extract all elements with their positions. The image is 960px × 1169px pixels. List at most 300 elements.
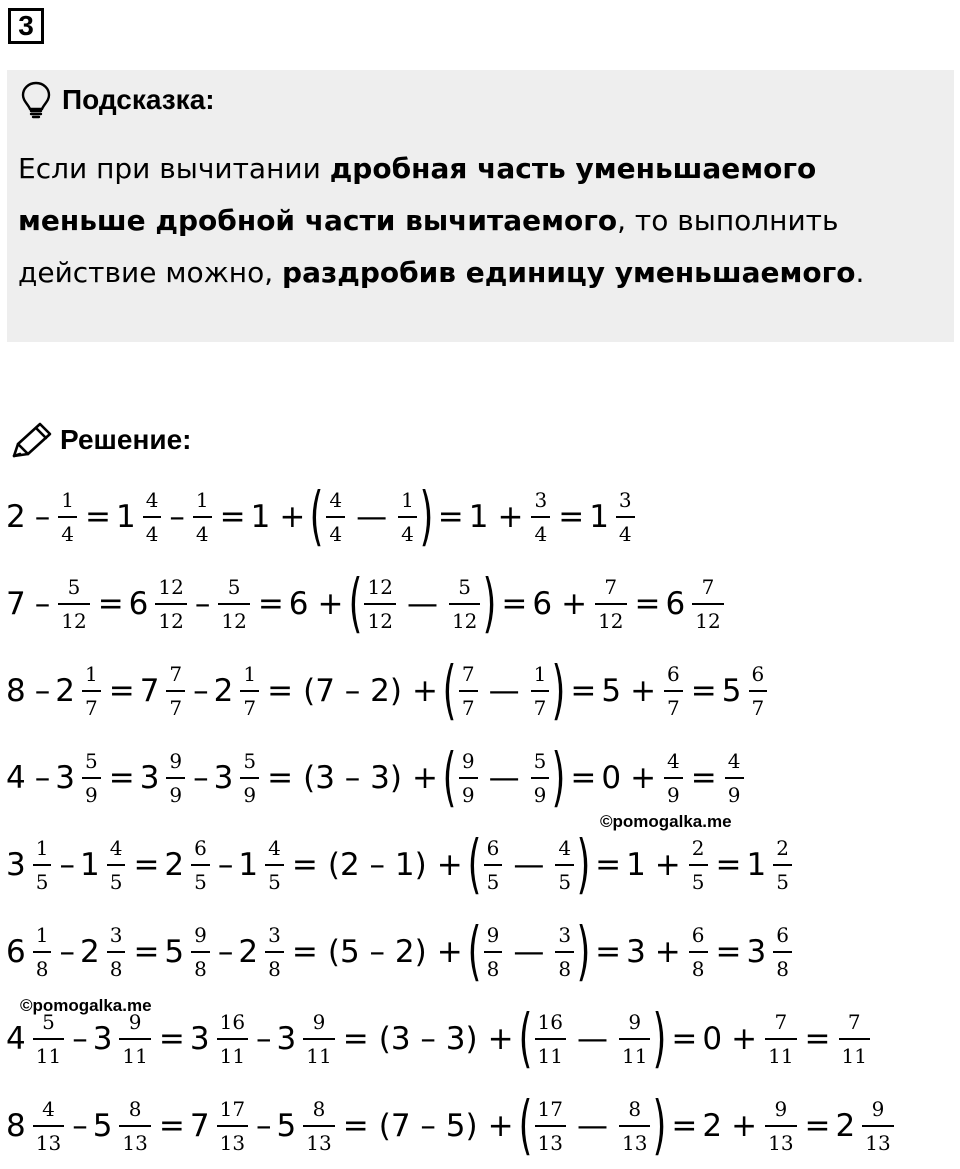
operator: – bbox=[34, 499, 51, 535]
denominator: 9 bbox=[243, 783, 257, 807]
fraction bbox=[773, 836, 792, 894]
parenthesis: ) bbox=[551, 741, 566, 815]
parenthesis: ( bbox=[442, 654, 457, 728]
hint-header bbox=[20, 80, 215, 120]
operator: – bbox=[72, 1108, 88, 1144]
operator: = bbox=[690, 673, 717, 709]
hint-text-bold: раздробив единицу уменьшаемого bbox=[282, 256, 856, 289]
whole-number: 3 bbox=[213, 760, 234, 796]
denominator: 9 bbox=[84, 783, 98, 807]
grouped-expression: (7 – 5) bbox=[378, 1108, 478, 1144]
grouped-expression: (5 – 2) bbox=[327, 934, 427, 970]
denominator: 9 bbox=[533, 783, 547, 807]
operator: = bbox=[97, 586, 124, 622]
minus-sign: — bbox=[356, 499, 388, 535]
parenthesis: ) bbox=[653, 1089, 667, 1163]
fraction-bar bbox=[725, 777, 744, 779]
parenthesis: ( bbox=[442, 741, 457, 815]
fraction bbox=[484, 836, 503, 894]
denominator: 13 bbox=[219, 1131, 246, 1155]
numerator: 4 bbox=[667, 749, 680, 773]
fraction-bar bbox=[58, 603, 89, 605]
operator: – bbox=[194, 586, 211, 622]
numerator: 2 bbox=[776, 836, 789, 860]
fraction bbox=[531, 488, 550, 546]
operator: = bbox=[108, 760, 135, 796]
fraction bbox=[619, 1097, 650, 1155]
operator: + bbox=[630, 760, 657, 796]
numerator: 4 bbox=[558, 836, 572, 860]
numerator: 7 bbox=[461, 662, 475, 686]
whole-number: 5 bbox=[601, 673, 622, 709]
operator: = bbox=[219, 499, 246, 535]
fraction-bar bbox=[555, 951, 574, 953]
whole-number: 8 bbox=[6, 1108, 26, 1144]
numerator: 6 bbox=[776, 923, 789, 947]
operator: = bbox=[267, 760, 294, 796]
fraction bbox=[265, 836, 284, 894]
parenthesis: ( bbox=[348, 567, 362, 641]
minus-sign: — bbox=[488, 673, 520, 709]
fraction bbox=[33, 923, 52, 981]
whole-number: 2 bbox=[55, 673, 75, 709]
operator: – bbox=[59, 934, 75, 970]
parenthesis: ) bbox=[576, 915, 591, 989]
hint-text-part: , то выполнить действие можно, bbox=[18, 204, 839, 289]
whole-number: 6 bbox=[288, 586, 309, 622]
operator: + bbox=[411, 673, 438, 709]
numerator: 5 bbox=[533, 749, 547, 773]
fraction-bar bbox=[531, 690, 550, 692]
fraction-bar bbox=[155, 603, 186, 605]
fraction-bar bbox=[265, 864, 284, 866]
fraction bbox=[765, 1010, 796, 1068]
numerator: 7 bbox=[604, 575, 618, 599]
numerator: 7 bbox=[847, 1010, 861, 1034]
fraction-bar bbox=[773, 951, 792, 953]
denominator: 8 bbox=[109, 957, 123, 981]
fraction bbox=[82, 662, 101, 720]
operator: = bbox=[671, 1021, 698, 1057]
fraction bbox=[484, 923, 503, 981]
numerator: 4 bbox=[268, 836, 281, 860]
numerator: 16 bbox=[537, 1010, 563, 1034]
fraction bbox=[119, 1010, 150, 1068]
numerator: 8 bbox=[628, 1097, 642, 1121]
fraction-bar bbox=[166, 777, 185, 779]
operator: – bbox=[256, 1021, 272, 1057]
fraction-bar bbox=[765, 1125, 796, 1127]
fraction bbox=[689, 836, 708, 894]
grouped-expression: (3 – 3) bbox=[378, 1021, 478, 1057]
operator: – bbox=[72, 1021, 88, 1057]
whole-number: 6 bbox=[532, 586, 553, 622]
whole-number: 3 bbox=[55, 760, 75, 796]
whole-number: 2 bbox=[702, 1108, 723, 1144]
whole-number: 5 bbox=[164, 934, 185, 970]
parenthesis: ( bbox=[518, 1089, 532, 1163]
operator: + bbox=[436, 847, 463, 883]
fraction bbox=[459, 749, 478, 807]
whole-number: 2 bbox=[238, 934, 259, 970]
denominator: 5 bbox=[558, 870, 572, 894]
fraction-bar bbox=[119, 1125, 150, 1127]
fraction-bar bbox=[193, 516, 212, 518]
fraction-bar bbox=[143, 516, 162, 518]
denominator: 5 bbox=[691, 870, 705, 894]
parenthesis: ( bbox=[309, 480, 324, 554]
denominator: 8 bbox=[194, 957, 207, 981]
denominator: 11 bbox=[122, 1044, 148, 1068]
operator: = bbox=[84, 499, 111, 535]
numerator: 7 bbox=[701, 575, 715, 599]
numerator: 4 bbox=[329, 488, 343, 512]
fraction-bar bbox=[191, 951, 210, 953]
operator: – bbox=[193, 673, 209, 709]
fraction bbox=[166, 662, 185, 720]
numerator: 6 bbox=[667, 662, 680, 686]
operator: = bbox=[595, 934, 622, 970]
denominator: 9 bbox=[727, 783, 741, 807]
operator: = bbox=[158, 1108, 185, 1144]
whole-number: 3 bbox=[92, 1021, 113, 1057]
fraction bbox=[459, 662, 478, 720]
fraction-bar bbox=[119, 1038, 150, 1040]
numerator: 5 bbox=[243, 749, 257, 773]
fraction bbox=[364, 575, 395, 633]
whole-number: 1 bbox=[250, 499, 271, 535]
denominator: 12 bbox=[695, 609, 721, 633]
hint-title: Подсказка: bbox=[62, 84, 215, 115]
equation-row bbox=[6, 909, 795, 995]
operator: – bbox=[34, 760, 51, 796]
whole-number: 1 bbox=[468, 499, 489, 535]
parenthesis: ( bbox=[467, 915, 482, 989]
fraction-bar bbox=[619, 1125, 650, 1127]
operator: – bbox=[34, 586, 51, 622]
numerator: 9 bbox=[128, 1010, 142, 1034]
whole-number: 6 bbox=[128, 586, 149, 622]
whole-number: 3 bbox=[189, 1021, 210, 1057]
whole-number: 1 bbox=[79, 847, 100, 883]
denominator: 12 bbox=[451, 609, 478, 633]
operator: + bbox=[630, 673, 657, 709]
numerator: 12 bbox=[367, 575, 393, 599]
fraction bbox=[535, 1097, 566, 1155]
numerator: 1 bbox=[35, 836, 49, 860]
fraction bbox=[265, 923, 284, 981]
minus-sign: — bbox=[576, 1021, 608, 1057]
whole-number: 3 bbox=[626, 934, 646, 970]
operator: = bbox=[715, 934, 742, 970]
task-number: 3 bbox=[8, 8, 44, 44]
whole-number: 1 bbox=[746, 847, 767, 883]
whole-number: 5 bbox=[721, 673, 742, 709]
denominator: 4 bbox=[195, 522, 209, 546]
fraction bbox=[82, 749, 101, 807]
numerator: 7 bbox=[169, 662, 183, 686]
fraction-bar bbox=[689, 864, 708, 866]
denominator: 7 bbox=[84, 696, 98, 720]
operator: = bbox=[342, 1021, 369, 1057]
operator: + bbox=[497, 499, 524, 535]
grouped-expression: (7 – 2) bbox=[303, 673, 402, 709]
fraction bbox=[555, 923, 574, 981]
operator: + bbox=[279, 499, 306, 535]
numerator: 9 bbox=[871, 1097, 885, 1121]
numerator: 12 bbox=[158, 575, 184, 599]
fraction bbox=[303, 1010, 334, 1068]
fraction-bar bbox=[773, 864, 792, 866]
fraction-bar bbox=[664, 690, 683, 692]
grouped-expression: (3 – 3) bbox=[303, 760, 402, 796]
fraction-bar bbox=[862, 1125, 893, 1127]
whole-number: 1 bbox=[626, 847, 646, 883]
fraction bbox=[749, 662, 768, 720]
fraction bbox=[692, 575, 723, 633]
fraction-bar bbox=[107, 951, 126, 953]
equation-row bbox=[6, 822, 795, 908]
fraction-bar bbox=[765, 1038, 796, 1040]
operator: + bbox=[731, 1108, 758, 1144]
fraction bbox=[689, 923, 708, 981]
whole-number: 7 bbox=[139, 673, 160, 709]
whole-number: 5 bbox=[92, 1108, 113, 1144]
fraction bbox=[33, 1097, 64, 1155]
denominator: 13 bbox=[768, 1131, 794, 1155]
whole-number: 4 bbox=[6, 1021, 26, 1057]
denominator: 8 bbox=[486, 957, 500, 981]
numerator: 9 bbox=[628, 1010, 642, 1034]
equation-row bbox=[6, 1083, 897, 1169]
fraction-bar bbox=[217, 1125, 248, 1127]
fraction-bar bbox=[82, 777, 101, 779]
whole-number: 8 bbox=[6, 673, 26, 709]
operator: = bbox=[804, 1021, 831, 1057]
numerator: 5 bbox=[42, 1010, 55, 1034]
operator: = bbox=[715, 847, 742, 883]
equation-row bbox=[6, 561, 727, 647]
numerator: 6 bbox=[751, 662, 765, 686]
denominator: 5 bbox=[268, 870, 281, 894]
numerator: 7 bbox=[774, 1010, 788, 1034]
whole-number: 1 bbox=[589, 499, 609, 535]
fraction-bar bbox=[326, 516, 345, 518]
fraction-bar bbox=[364, 603, 395, 605]
fraction-bar bbox=[749, 690, 768, 692]
numerator: 3 bbox=[558, 923, 572, 947]
fraction-bar bbox=[33, 951, 52, 953]
fraction bbox=[619, 1010, 650, 1068]
numerator: 9 bbox=[461, 749, 475, 773]
whole-number: 3 bbox=[139, 760, 160, 796]
denominator: 11 bbox=[537, 1044, 563, 1068]
denominator: 11 bbox=[621, 1044, 648, 1068]
parenthesis: ) bbox=[576, 828, 591, 902]
denominator: 4 bbox=[145, 522, 159, 546]
fraction bbox=[191, 923, 210, 981]
fraction bbox=[531, 749, 550, 807]
whole-number: 2 bbox=[6, 499, 26, 535]
fraction-bar bbox=[535, 1125, 566, 1127]
equation-row bbox=[6, 648, 770, 734]
hint-text-bold: дробная часть уменьшаемого меньше дробной части вычитаемого bbox=[18, 152, 817, 237]
whole-number: 7 bbox=[189, 1108, 210, 1144]
denominator: 7 bbox=[667, 696, 680, 720]
denominator: 8 bbox=[35, 957, 49, 981]
fraction-bar bbox=[303, 1125, 334, 1127]
denominator: 11 bbox=[768, 1044, 794, 1068]
numerator: 4 bbox=[727, 749, 741, 773]
numerator: 8 bbox=[128, 1097, 142, 1121]
fraction bbox=[664, 662, 683, 720]
operator: – bbox=[193, 760, 209, 796]
operator: – bbox=[217, 847, 234, 883]
operator: = bbox=[257, 586, 284, 622]
fraction bbox=[326, 488, 345, 546]
numerator: 2 bbox=[691, 836, 705, 860]
denominator: 13 bbox=[621, 1131, 648, 1155]
operator: = bbox=[133, 847, 160, 883]
grouped-expression: (2 – 1) bbox=[327, 847, 427, 883]
operator: + bbox=[731, 1021, 758, 1057]
fraction-bar bbox=[839, 1038, 870, 1040]
numerator: 9 bbox=[774, 1097, 788, 1121]
operator: = bbox=[501, 586, 528, 622]
fraction-bar bbox=[616, 516, 635, 518]
operator: + bbox=[561, 586, 588, 622]
whole-number: 2 bbox=[164, 847, 185, 883]
denominator: 5 bbox=[35, 870, 49, 894]
operator: = bbox=[690, 760, 717, 796]
numerator: 4 bbox=[109, 836, 123, 860]
operator: – bbox=[34, 673, 51, 709]
solution-header bbox=[10, 418, 191, 462]
denominator: 5 bbox=[486, 870, 500, 894]
denominator: 7 bbox=[533, 696, 547, 720]
numerator: 3 bbox=[618, 488, 632, 512]
parenthesis: ) bbox=[551, 654, 566, 728]
denominator: 5 bbox=[776, 870, 789, 894]
fraction-bar bbox=[33, 1038, 64, 1040]
operator: + bbox=[411, 760, 438, 796]
operator: – bbox=[217, 934, 234, 970]
minus-sign: — bbox=[406, 586, 438, 622]
numerator: 9 bbox=[486, 923, 500, 947]
denominator: 7 bbox=[461, 696, 475, 720]
denominator: 7 bbox=[751, 696, 765, 720]
operator: + bbox=[654, 847, 681, 883]
numerator: 1 bbox=[243, 662, 257, 686]
denominator: 13 bbox=[306, 1131, 332, 1155]
fraction bbox=[862, 1097, 893, 1155]
whole-number: 2 bbox=[213, 673, 234, 709]
equation-row bbox=[6, 474, 638, 560]
fraction bbox=[531, 662, 550, 720]
pencil-icon bbox=[10, 420, 54, 460]
denominator: 9 bbox=[667, 783, 680, 807]
denominator: 5 bbox=[109, 870, 123, 894]
operator: = bbox=[342, 1108, 369, 1144]
operator: = bbox=[570, 673, 597, 709]
operator: = bbox=[108, 673, 135, 709]
fraction-bar bbox=[218, 603, 249, 605]
hint-text bbox=[18, 143, 933, 299]
denominator: 11 bbox=[35, 1044, 62, 1068]
fraction-bar bbox=[33, 864, 52, 866]
minus-sign: — bbox=[576, 1108, 608, 1144]
denominator: 8 bbox=[268, 957, 281, 981]
fraction bbox=[839, 1010, 870, 1068]
lightbulb-icon bbox=[20, 81, 52, 119]
fraction-bar bbox=[692, 603, 723, 605]
whole-number: 6 bbox=[6, 934, 26, 970]
whole-number: 1 bbox=[115, 499, 136, 535]
whole-number: 6 bbox=[665, 586, 686, 622]
fraction bbox=[107, 836, 126, 894]
operator: = bbox=[558, 499, 585, 535]
numerator: 6 bbox=[486, 836, 500, 860]
fraction-bar bbox=[531, 777, 550, 779]
whole-number: 4 bbox=[6, 760, 26, 796]
fraction bbox=[725, 749, 744, 807]
numerator: 3 bbox=[109, 923, 123, 947]
operator: + bbox=[317, 586, 344, 622]
numerator: 5 bbox=[458, 575, 472, 599]
fraction bbox=[664, 749, 683, 807]
operator: + bbox=[487, 1021, 514, 1057]
numerator: 3 bbox=[534, 488, 548, 512]
fraction bbox=[595, 575, 626, 633]
fraction-bar bbox=[33, 1125, 64, 1127]
denominator: 4 bbox=[534, 522, 548, 546]
fraction-bar bbox=[595, 603, 626, 605]
denominator: 9 bbox=[169, 783, 183, 807]
solution-title: Решение: bbox=[60, 424, 192, 455]
minus-sign: — bbox=[513, 847, 545, 883]
operator: = bbox=[634, 586, 661, 622]
whole-number: 1 bbox=[238, 847, 259, 883]
operator: + bbox=[487, 1108, 514, 1144]
fraction bbox=[398, 488, 417, 546]
denominator: 11 bbox=[219, 1044, 246, 1068]
denominator: 7 bbox=[243, 696, 257, 720]
whole-number: 3 bbox=[746, 934, 767, 970]
fraction bbox=[217, 1010, 248, 1068]
numerator: 9 bbox=[194, 923, 207, 947]
parenthesis: ) bbox=[419, 480, 434, 554]
hint-text-part: Если при вычитании bbox=[18, 152, 330, 185]
hint-text-part: . bbox=[855, 256, 865, 289]
numerator: 1 bbox=[84, 662, 98, 686]
operator: = bbox=[671, 1108, 698, 1144]
denominator: 12 bbox=[598, 609, 624, 633]
fraction-bar bbox=[664, 777, 683, 779]
fraction-bar bbox=[303, 1038, 334, 1040]
fraction-bar bbox=[240, 690, 259, 692]
fraction bbox=[240, 662, 259, 720]
whole-number: 3 bbox=[6, 847, 26, 883]
fraction bbox=[765, 1097, 796, 1155]
fraction-bar bbox=[398, 516, 417, 518]
denominator: 4 bbox=[401, 522, 414, 546]
fraction-bar bbox=[107, 864, 126, 866]
fraction-bar bbox=[449, 603, 480, 605]
parenthesis: ) bbox=[653, 1002, 667, 1076]
fraction-bar bbox=[555, 864, 574, 866]
fraction bbox=[58, 575, 89, 633]
denominator: 13 bbox=[865, 1131, 891, 1155]
